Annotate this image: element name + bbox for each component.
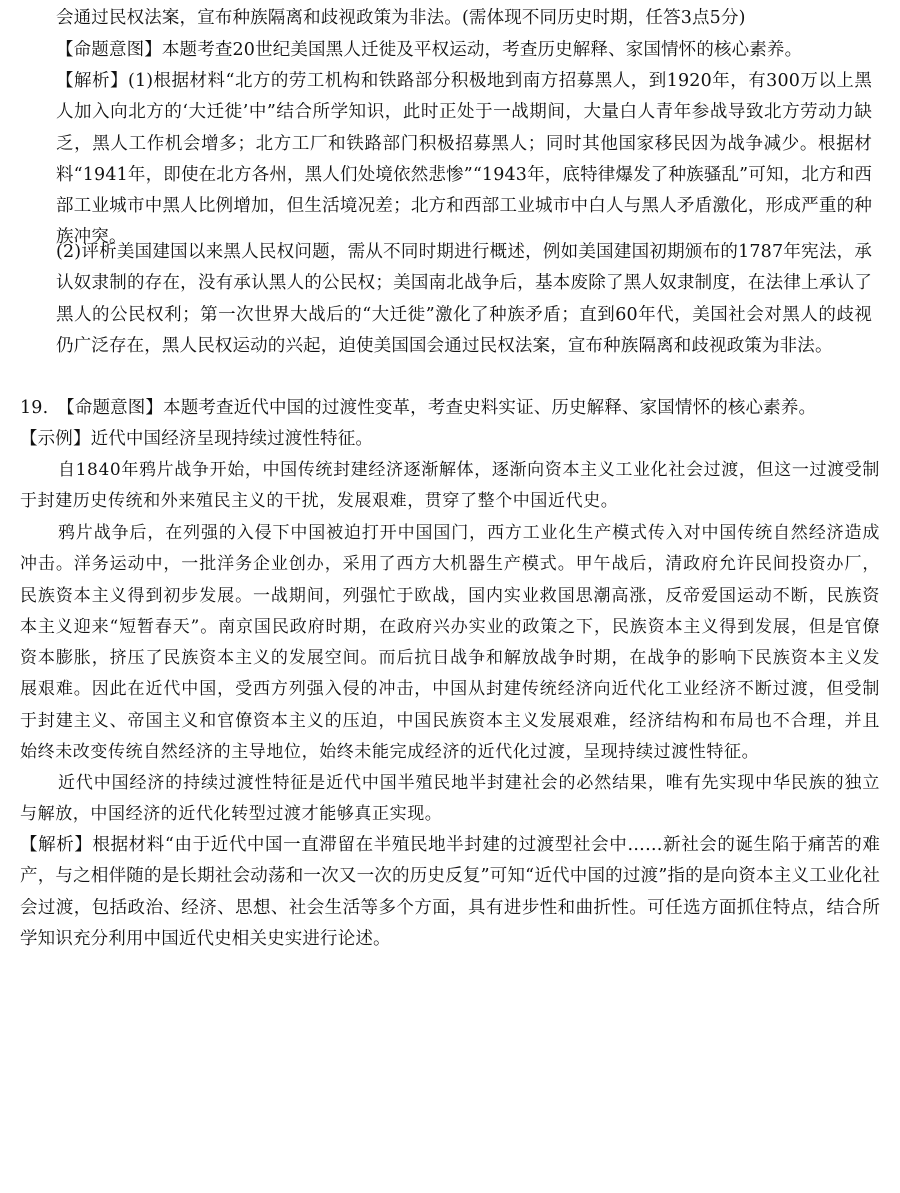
q19-intent: 19. 【命题意图】本题考查近代中国的过渡性变革，考查史料实证、历史解释、家国情怀的核心素养。: [20, 398, 817, 418]
q18-answer-continuation: 会通过民权法案，宣布种族隔离和歧视政策为非法。(需体现不同历史时期，任答3点5分): [56, 8, 746, 28]
q18-analysis-part1: 【解析】(1)根据材料“北方的劳工机构和铁路部分积极地到南方招募黑人，到1920年，有300万以上黑人加入向北方的‘大迁徙’中”结合所学知识，此时正处于一战期间，大量白人青年参战导致北方劳动力缺乏，黑人工作机会增多；北方工厂和铁路部门积极招募黑人；同时其他国家移民因为战争减少。根据材料“1941年，即使在北方各州，黑人们处境依然悲惨”“1943年，底特律爆发了种族骚乱”可知，北方和西部工业城市中黑人比例增加，但生活境况差；北方和西部工业城市中白人与黑人矛盾激化，形成严重的种族冲突。: [56, 71, 872, 248]
q19-example-title: 【示例】近代中国经济呈现持续过渡性特征。: [20, 429, 373, 449]
q19-example-paragraph-1: 自1840年鸦片战争开始，中国传统封建经济逐渐解体，逐渐向资本主义工业化社会过渡，但这一过渡受制于封建历史传统和外来殖民主义的干扰，发展艰难，贯穿了整个中国近代史。: [20, 460, 880, 512]
q19-analysis: 【解析】根据材料“由于近代中国一直滞留在半殖民地半封建的过渡型社会中……新社会的诞生陷于痛苦的难产，与之相伴随的是长期社会动荡和一次又一次的历史反复”可知“近代中国的过渡”指的是向资本主义工业化社会过渡，包括政治、经济、思想、社会生活等多个方面，具有进步性和曲折性。可任选方面抓住特点，结合所学知识充分利用中国近代史相关史实进行论述。: [20, 835, 880, 949]
q18-analysis-part2: (2)评析美国建国以来黑人民权问题，需从不同时期进行概述，例如美国建国初期颁布的1787年宪法，承认奴隶制的存在，没有承认黑人的公民权；美国南北战争后，基本废除了黑人奴隶制度，在法律上承认了黑人的公民权利；第一次世界大战后的“大迁徙”激化了种族矛盾；直到60年代，美国社会对黑人的歧视仍广泛存在，黑人民权运动的兴起，迫使美国国会通过民权法案，宣布种族隔离和歧视政策为非法。: [56, 242, 872, 356]
q18-intent: 【命题意图】本题考查20世纪美国黑人迁徙及平权运动，考查历史解释、家国情怀的核心素养。: [56, 40, 803, 60]
q19-example-paragraph-3: 近代中国经济的持续过渡性特征是近代中国半殖民地半封建社会的必然结果，唯有先实现中华民族的独立与解放，中国经济的近代化转型过渡才能够真正实现。: [20, 773, 880, 825]
q19-example-paragraph-2: 鸦片战争后，在列强的入侵下中国被迫打开中国国门，西方工业化生产模式传入对中国传统自然经济造成冲击。洋务运动中，一批洋务企业创办，采用了西方大机器生产模式。甲午战后，清政府允许民间投资办厂，民族资本主义得到初步发展。一战期间，列强忙于欧战，国内实业救国思潮高涨，反帝爱国运动不断，民族资本主义迎来“短暂春天”。南京国民政府时期，在政府兴办实业的政策之下，民族资本主义得到发展，但是官僚资本膨胀，挤压了民族资本主义的发展空间。而后抗日战争和解放战争时期，在战争的影响下民族资本主义发展艰难。因此在近代中国，受西方列强入侵的冲击，中国从封建传统经济向近代化工业经济不断过渡，但受制于封建主义、帝国主义和官僚资本主义的压迫，中国民族资本主义发展艰难，经济结构和布局也不合理，并且始终未改变传统自然经济的主导地位，始终未能完成经济的近代化过渡，呈现持续过渡性特征。: [20, 523, 880, 763]
